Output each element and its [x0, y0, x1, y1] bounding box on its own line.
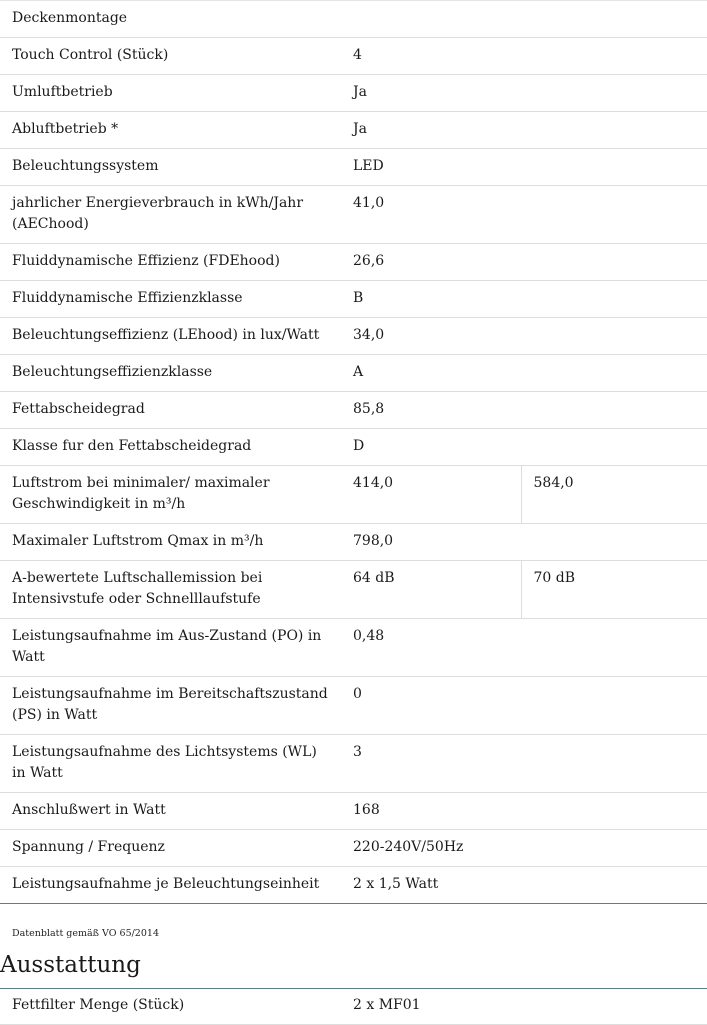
spec-value: 41,0	[341, 186, 707, 244]
spec-label: Spannung / Frequenz	[0, 830, 341, 867]
spec-label: Leistungsaufnahme des Lichtsystems (WL) in Watt	[0, 735, 341, 793]
spec-row	[0, 186, 707, 244]
spec-value: 85,8	[341, 392, 707, 429]
spec-label: Fettabscheidegrad	[0, 392, 341, 429]
datasheet-note: Datenblatt gemäß VO 65/2014	[12, 928, 159, 939]
section-title-ausstattung: Ausstattung	[0, 950, 707, 989]
spec-value: 34,0	[341, 318, 707, 355]
spec-label: Umluftbetrieb	[0, 75, 341, 112]
spec-row	[0, 112, 707, 149]
spec-value: 220-240V/50Hz	[341, 830, 707, 867]
spec-row	[0, 318, 707, 355]
spec-value: 4	[341, 38, 707, 75]
spec-label: Touch Control (Stück)	[0, 38, 341, 75]
equip-label: Fettfilter Menge (Stück)	[0, 989, 341, 1025]
spec-label: Anschlußwert in Watt	[0, 793, 341, 830]
spec-value-max: 70 dB	[521, 561, 707, 619]
spec-label: Beleuchtungssystem	[0, 149, 341, 186]
spec-row	[0, 735, 707, 793]
spec-row	[0, 830, 707, 867]
spec-row	[0, 355, 707, 392]
spec-label: Leistungsaufnahme im Bereitschaftszustand (PS) in Watt	[0, 677, 341, 735]
spec-value: Ja	[341, 112, 707, 149]
spec-value: 0	[341, 677, 707, 735]
spec-label: Fluiddynamische Effizienz (FDEhood)	[0, 244, 341, 281]
spec-row	[0, 466, 707, 524]
spec-row	[0, 524, 707, 561]
spec-label: jahrlicher Energieverbrauch in kWh/Jahr (AEChood)	[0, 186, 341, 244]
spec-label: Beleuchtungseffizienzklasse	[0, 355, 341, 392]
spec-value: LED	[341, 149, 707, 186]
spec-value: 414,0	[341, 466, 521, 524]
spec-label: Maximaler Luftstrom Qmax in m³/h	[0, 524, 341, 561]
spec-value: D	[341, 429, 707, 466]
spec-row	[0, 619, 707, 677]
spec-row	[0, 867, 707, 904]
spec-value: 2 x 1,5 Watt	[341, 867, 707, 904]
equip-row	[0, 989, 707, 1025]
spec-row	[0, 1, 707, 38]
spec-label: Luftstrom bei minimaler/ maximaler Geschwindigkeit in m³/h	[0, 466, 341, 524]
spec-value: 168	[341, 793, 707, 830]
spec-row	[0, 244, 707, 281]
spec-label: Klasse fur den Fettabscheidegrad	[0, 429, 341, 466]
equip-value: 2 x MF01	[341, 989, 707, 1025]
spec-value: A	[341, 355, 707, 392]
spec-label: Deckenmontage	[0, 1, 341, 38]
spec-row	[0, 281, 707, 318]
spec-value-max: 584,0	[521, 466, 707, 524]
spec-label: Leistungsaufnahme je Beleuchtungseinheit	[0, 867, 341, 904]
equipment-table	[0, 989, 707, 1025]
spec-label: Beleuchtungseffizienz (LEhood) in lux/Watt	[0, 318, 341, 355]
spec-row	[0, 561, 707, 619]
spec-label: Abluftbetrieb *	[0, 112, 341, 149]
spec-label: Fluiddynamische Effizienzklasse	[0, 281, 341, 318]
spec-value: 26,6	[341, 244, 707, 281]
spec-value: 64 dB	[341, 561, 521, 619]
spec-row	[0, 149, 707, 186]
spec-value: B	[341, 281, 707, 318]
spec-row	[0, 677, 707, 735]
spec-row	[0, 392, 707, 429]
spec-label: A-bewertete Luftschallemission bei Intensivstufe oder Schnelllaufstufe	[0, 561, 341, 619]
spec-row	[0, 38, 707, 75]
spec-row	[0, 429, 707, 466]
spec-value	[341, 1, 707, 38]
spec-row	[0, 75, 707, 112]
spec-label: Leistungsaufnahme im Aus-Zustand (PO) in Watt	[0, 619, 341, 677]
spec-value: Ja	[341, 75, 707, 112]
spec-value: 3	[341, 735, 707, 793]
spec-value: 0,48	[341, 619, 707, 677]
spec-row	[0, 793, 707, 830]
spec-value: 798,0	[341, 524, 707, 561]
